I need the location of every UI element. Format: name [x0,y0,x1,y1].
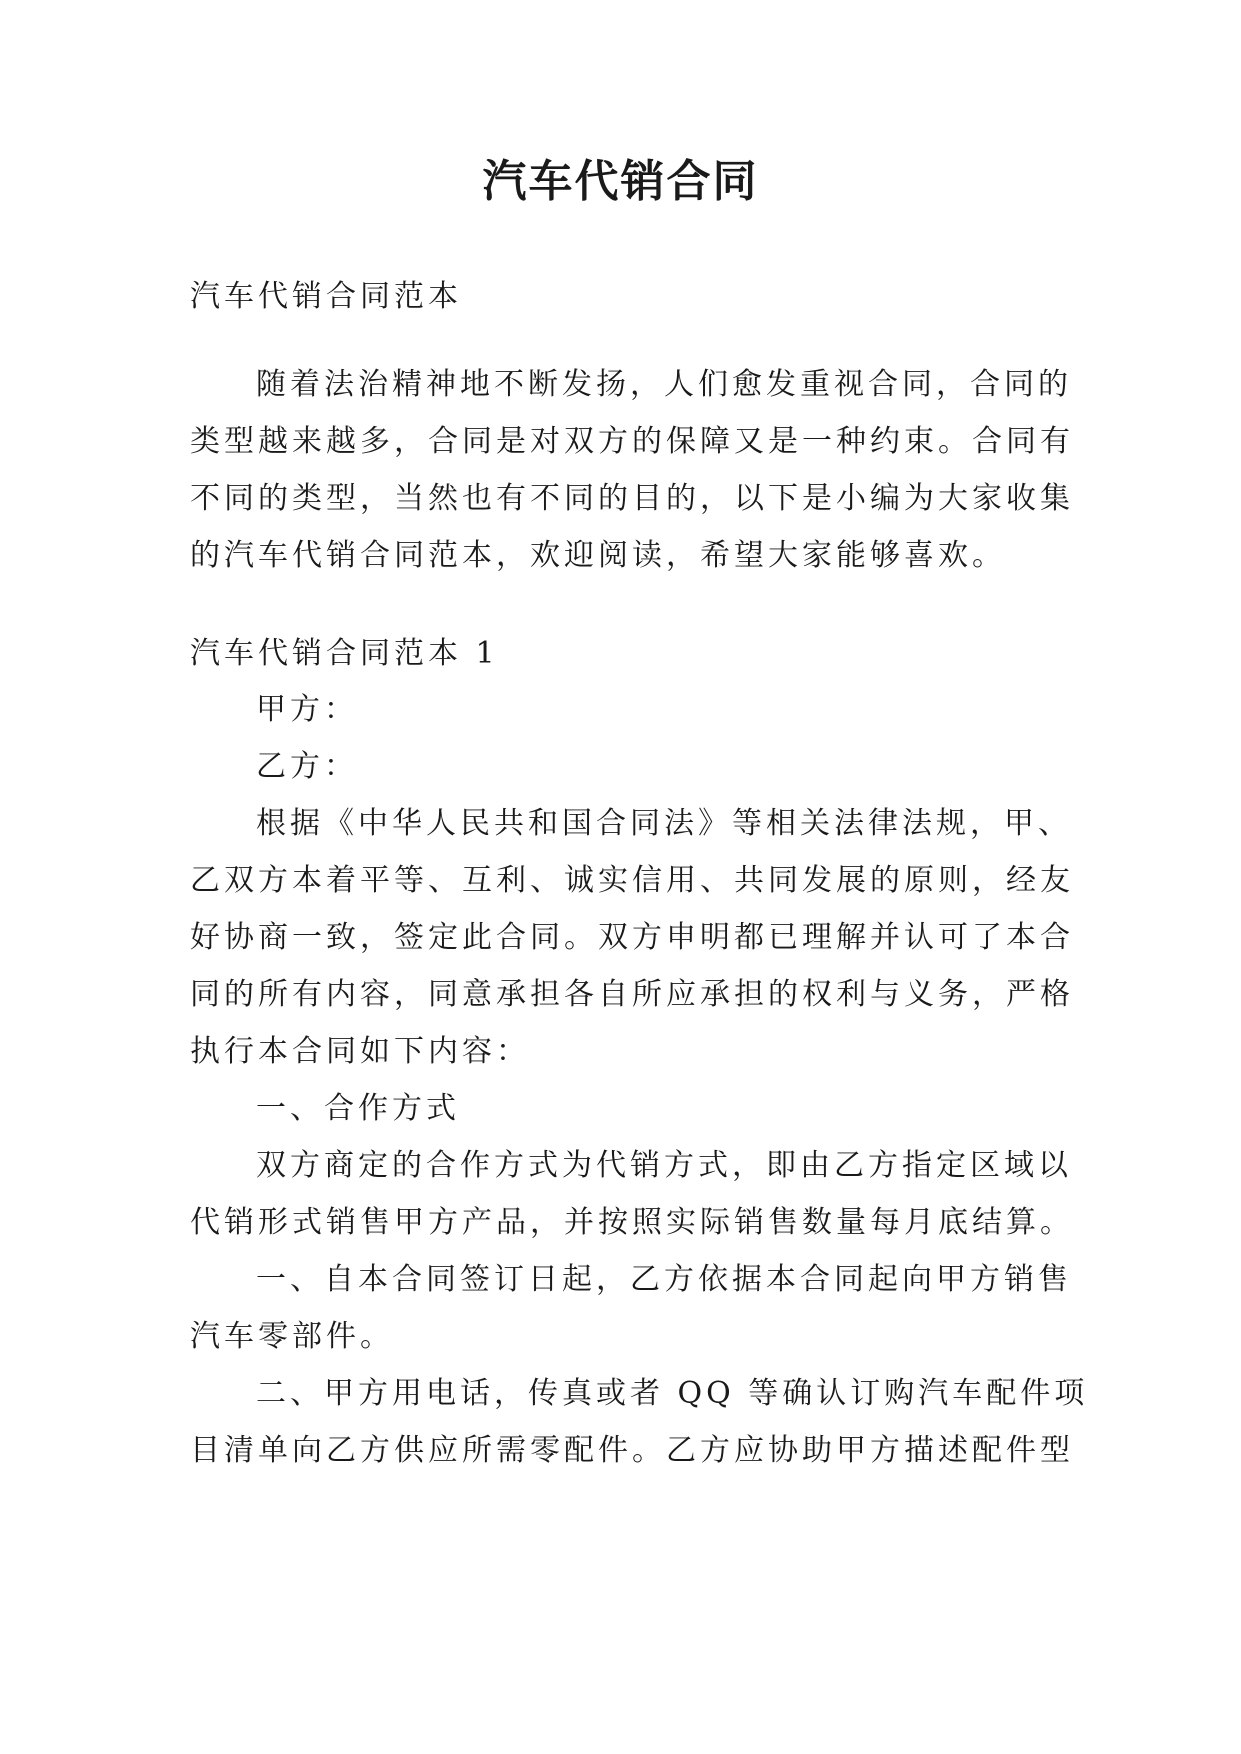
intro-line: 随着法治精神地不断发扬，人们愈发重视合同，合同的 [256,367,1072,402]
subtitle: 汽车代销合同范本 [190,279,462,314]
body-line: 二、甲方用电话，传真或者 QQ 等确认订购汽车配件项 [256,1376,1089,1411]
intro-line: 不同的类型，当然也有不同的目的，以下是小编为大家收集 [190,481,1074,516]
intro-line: 类型越来越多，合同是对双方的保障又是一种约束。合同有 [190,424,1074,459]
body-line: 汽车零部件。 [190,1319,394,1354]
body-line: 好协商一致，签定此合同。双方申明都已理解并认可了本合 [190,920,1074,955]
intro-line: 的汽车代销合同范本，欢迎阅读，希望大家能够喜欢。 [190,538,1006,573]
body-line: 乙双方本着平等、互利、诚实信用、共同发展的原则，经友 [190,863,1074,898]
body-line: 代销形式销售甲方产品，并按照实际销售数量每月底结算。 [190,1205,1074,1240]
body-line: 双方商定的合作方式为代销方式，即由乙方指定区域以 [256,1148,1072,1183]
clause-heading: 一、合作方式 [256,1091,460,1126]
body-line: 一、自本合同签订日起，乙方依据本合同起向甲方销售 [256,1262,1072,1297]
body-line: 执行本合同如下内容： [190,1034,530,1069]
body-line: 根据《中华人民共和国合同法》等相关法律法规，甲、 [256,806,1072,841]
body-line: 同的所有内容，同意承担各自所应承担的权利与义务，严格 [190,977,1074,1012]
document-title: 汽车代销合同 [482,156,759,207]
party-b-label: 乙方： [256,749,358,784]
body-line: 目清单向乙方供应所需零配件。乙方应协助甲方描述配件型 [190,1433,1074,1468]
party-a-label: 甲方： [256,692,358,727]
section-heading: 汽车代销合同范本 1 [190,636,499,671]
